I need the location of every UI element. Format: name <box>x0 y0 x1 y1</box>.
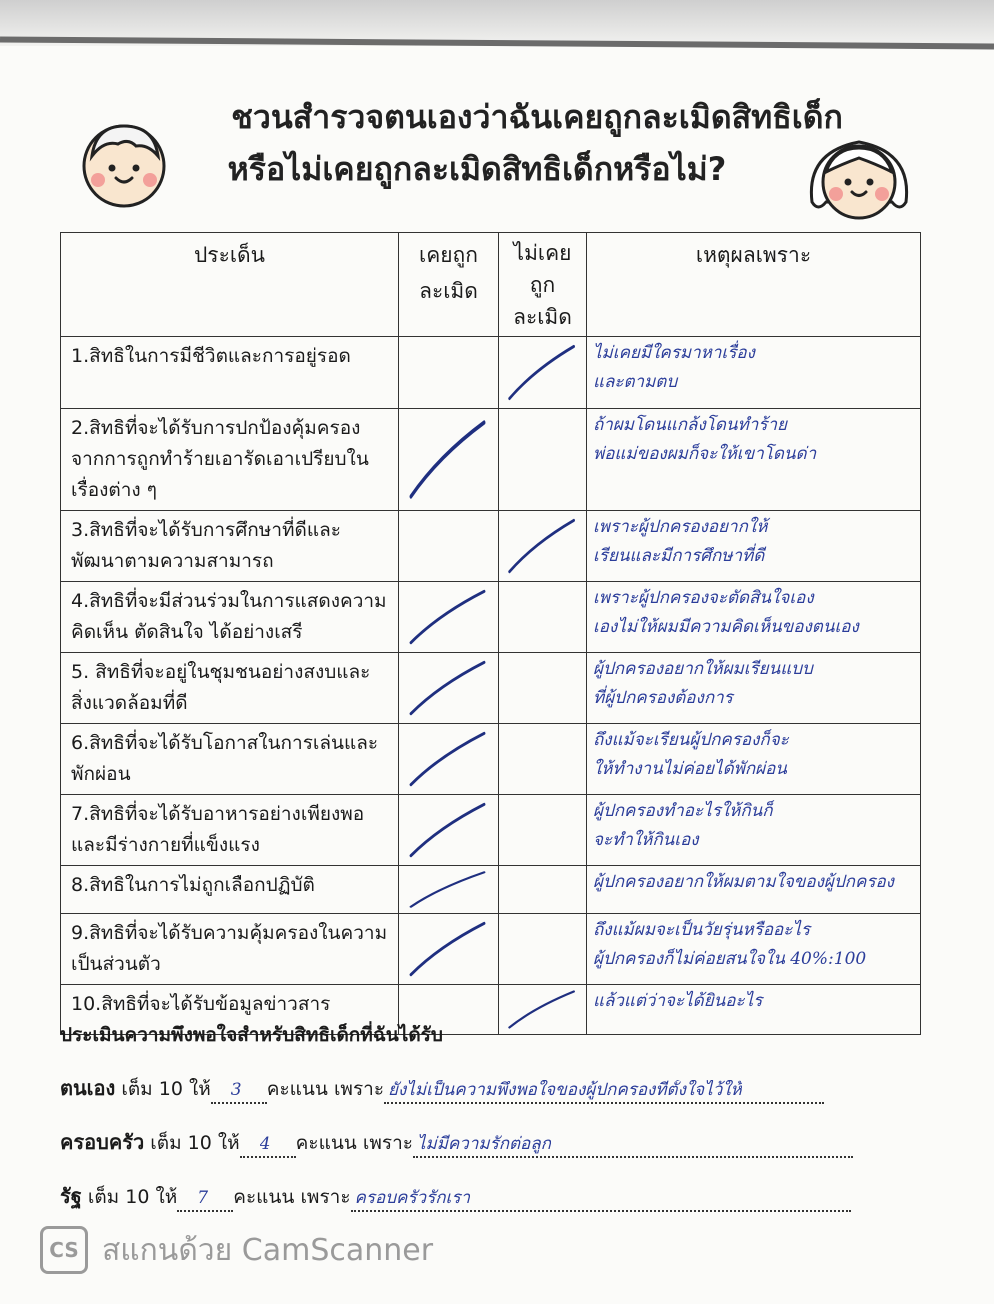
violated-checkbox[interactable] <box>399 582 499 653</box>
reason-line: พ่อแม่ของผมก็จะให้เขาโดนด่า <box>593 444 817 464</box>
evaluation-because: เพราะ <box>362 1132 413 1154</box>
evaluation-row-state <box>60 1180 851 1212</box>
evaluation-title: ประเมินความพึงพอใจสำหรับสิทธิเด็กที่ฉันได้รับ <box>60 1024 443 1046</box>
not-violated-checkbox[interactable] <box>499 511 587 582</box>
row-reason[interactable] <box>587 795 921 866</box>
camscanner-watermark <box>40 1226 433 1274</box>
evaluation-unit: คะแนน <box>233 1186 295 1208</box>
score-value: 7 <box>197 1188 209 1208</box>
check-mark-icon <box>399 409 498 510</box>
reason-line: ถึงแม้จะเรียนผู้ปกครองก็จะ <box>593 730 789 750</box>
not-violated-checkbox[interactable] <box>499 582 587 653</box>
reason-line: เพราะผู้ปกครองอยากให้ <box>593 517 768 537</box>
reason-line: แล้วแต่ว่าจะได้ยินอะไร <box>593 991 763 1011</box>
violated-checkbox[interactable] <box>399 653 499 724</box>
evaluation-row-family <box>60 1126 853 1158</box>
table-row <box>61 795 921 866</box>
reason-line: จะทำให้กินเอง <box>593 830 699 850</box>
violated-checkbox[interactable] <box>399 511 499 582</box>
evaluation-unit: คะแนน <box>266 1078 328 1100</box>
reason-line: ผู้ปกครองทำอะไรให้กินก็ <box>593 801 773 821</box>
check-mark-icon <box>499 337 586 408</box>
header-violated: เคยถูก ละเมิด <box>399 233 499 337</box>
score-field[interactable] <box>211 1080 267 1104</box>
header-issue: ประเด็น <box>61 233 399 337</box>
evaluation-who: ตนเอง <box>60 1076 116 1100</box>
not-violated-checkbox[interactable] <box>499 985 587 1035</box>
row-issue: 1.สิทธิในการมีชีวิตและการอยู่รอด <box>61 337 399 409</box>
reason-line: และตามตบ <box>593 372 678 392</box>
score-value: 3 <box>230 1080 242 1100</box>
row-reason[interactable] <box>587 866 921 914</box>
evaluation-because: เพราะ <box>300 1186 351 1208</box>
page-title-line-1: ชวนสำรวจตนเองว่าฉันเคยถูกละเมิดสิทธิเด็ก <box>231 98 843 136</box>
row-issue: 2.สิทธิที่จะได้รับการปกป้องคุ้มครอง จากการถูกทำร้ายเอารัดเอาเปรียบในเรื่องต่าง ๆ <box>61 409 399 511</box>
reason-field[interactable] <box>413 1134 853 1158</box>
reason-line: ผู้ปกครองอยากให้ผมเรียนแบบ <box>593 659 813 679</box>
row-issue: 5. สิทธิที่จะอยู่ในชุมชนอย่างสงบและสิ่งแวดล้อมที่ดี <box>61 653 399 724</box>
check-mark-icon <box>399 866 498 913</box>
reason-line: ผู้ปกครองอยากให้ผมตามใจของผู้ปกครอง <box>593 872 894 892</box>
table-row <box>61 409 921 511</box>
score-field[interactable] <box>240 1134 296 1158</box>
check-mark-icon <box>399 724 498 794</box>
score-value: 4 <box>259 1134 271 1154</box>
violated-checkbox[interactable] <box>399 866 499 914</box>
score-field[interactable] <box>177 1188 233 1212</box>
evaluation-full: เต็ม 10 ให้ <box>87 1186 178 1208</box>
violated-checkbox[interactable] <box>399 795 499 866</box>
check-mark-icon <box>399 653 498 723</box>
camscanner-logo-icon: CS <box>40 1226 88 1274</box>
row-issue: 6.สิทธิที่จะได้รับโอกาสในการเล่นและพักผ่อน <box>61 724 399 795</box>
row-reason[interactable] <box>587 582 921 653</box>
row-issue: 10.สิทธิที่จะได้รับข้อมูลข่าวสาร <box>61 985 399 1035</box>
not-violated-checkbox[interactable] <box>499 795 587 866</box>
evaluation-full: เต็ม 10 ให้ <box>150 1132 240 1154</box>
reason-value: ยังไม่เป็นความพึงพอใจของผู้ปกครองที่ตั้งใจไว้ให้ <box>388 1080 742 1100</box>
violated-checkbox[interactable] <box>399 914 499 985</box>
reason-line: ไม่เคยมีใครมาหาเรื่อง <box>593 343 755 363</box>
table-row <box>61 511 921 582</box>
rights-survey-table <box>60 232 921 1035</box>
page-title-line-2: หรือไม่เคยถูกละเมิดสิทธิเด็กหรือไม่? <box>227 150 727 188</box>
row-reason[interactable] <box>587 511 921 582</box>
evaluation-who: รัฐ <box>60 1184 82 1208</box>
header-reason: เหตุผลเพราะ <box>587 233 921 337</box>
table-row <box>61 914 921 985</box>
not-violated-checkbox[interactable] <box>499 866 587 914</box>
reason-line: ให้ทำงานไม่ค่อยได้พักผ่อน <box>593 759 787 779</box>
reason-value: ครอบครัวรักเรา <box>354 1188 471 1208</box>
check-mark-icon <box>399 795 498 865</box>
not-violated-checkbox[interactable] <box>499 653 587 724</box>
evaluation-who: ครอบครัว <box>60 1130 145 1154</box>
evaluation-row-self <box>60 1072 824 1104</box>
check-mark-icon <box>399 582 498 652</box>
row-reason[interactable] <box>587 337 921 409</box>
header-not-violated: ไม่เคย ถูก ละเมิด <box>499 233 587 337</box>
row-issue: 8.สิทธิในการไม่ถูกเลือกปฏิบัติ <box>61 866 399 914</box>
row-issue: 7.สิทธิที่จะได้รับอาหารอย่างเพียงพอและมีร่างกายที่แข็งแรง <box>61 795 399 866</box>
table-row <box>61 866 921 914</box>
evaluation-unit: คะแนน <box>295 1132 357 1154</box>
check-mark-icon <box>499 985 586 1034</box>
reason-line: ผู้ปกครองก็ไม่ค่อยสนใจใน 40%:100 <box>593 949 867 969</box>
row-reason[interactable] <box>587 409 921 511</box>
row-issue: 3.สิทธิที่จะได้รับการศึกษาที่ดีและพัฒนาตามความสามารถ <box>61 511 399 582</box>
violated-checkbox[interactable] <box>399 409 499 511</box>
reason-line: ถ้าผมโดนแกล้งโดนทำร้าย <box>593 415 787 435</box>
reason-line: เองไม่ให้ผมมีความคิดเห็นของตนเอง <box>593 617 859 637</box>
check-mark-icon <box>499 511 586 581</box>
row-issue: 9.สิทธิที่จะได้รับความคุ้มครองในความเป็นส่วนตัว <box>61 914 399 985</box>
not-violated-checkbox[interactable] <box>499 914 587 985</box>
table-row <box>61 582 921 653</box>
not-violated-checkbox[interactable] <box>499 409 587 511</box>
violated-checkbox[interactable] <box>399 724 499 795</box>
evaluation-full: เต็ม 10 ให้ <box>121 1078 211 1100</box>
check-mark-icon <box>399 914 498 984</box>
reason-field[interactable] <box>384 1080 824 1104</box>
reason-line: เรียนและมีการศึกษาที่ดี <box>593 546 765 566</box>
table-row <box>61 724 921 795</box>
watermark-text: สแกนด้วย CamScanner <box>102 1232 434 1268</box>
row-reason[interactable] <box>587 914 921 985</box>
violated-checkbox[interactable] <box>399 337 499 409</box>
reason-field[interactable] <box>351 1188 851 1212</box>
not-violated-checkbox[interactable] <box>499 337 587 409</box>
reason-line: เพราะผู้ปกครองจะตัดสินใจเอง <box>593 588 814 608</box>
row-reason[interactable] <box>587 985 921 1035</box>
evaluation-because: เพราะ <box>333 1078 385 1100</box>
reason-line: ที่ผู้ปกครองต้องการ <box>593 688 733 708</box>
row-reason[interactable] <box>587 653 921 724</box>
reason-line: ถึงแม้ผมจะเป็นวัยรุ่นหรืออะไร <box>593 920 811 940</box>
not-violated-checkbox[interactable] <box>499 724 587 795</box>
table-row <box>61 337 921 409</box>
reason-value: ไม่มีความรักต่อลูก <box>416 1134 551 1154</box>
table-row <box>61 653 921 724</box>
row-issue: 4.สิทธิที่จะมีส่วนร่วมในการแสดงความคิดเห็น ตัดสินใจ ได้อย่างเสรี <box>61 582 399 653</box>
row-reason[interactable] <box>587 724 921 795</box>
